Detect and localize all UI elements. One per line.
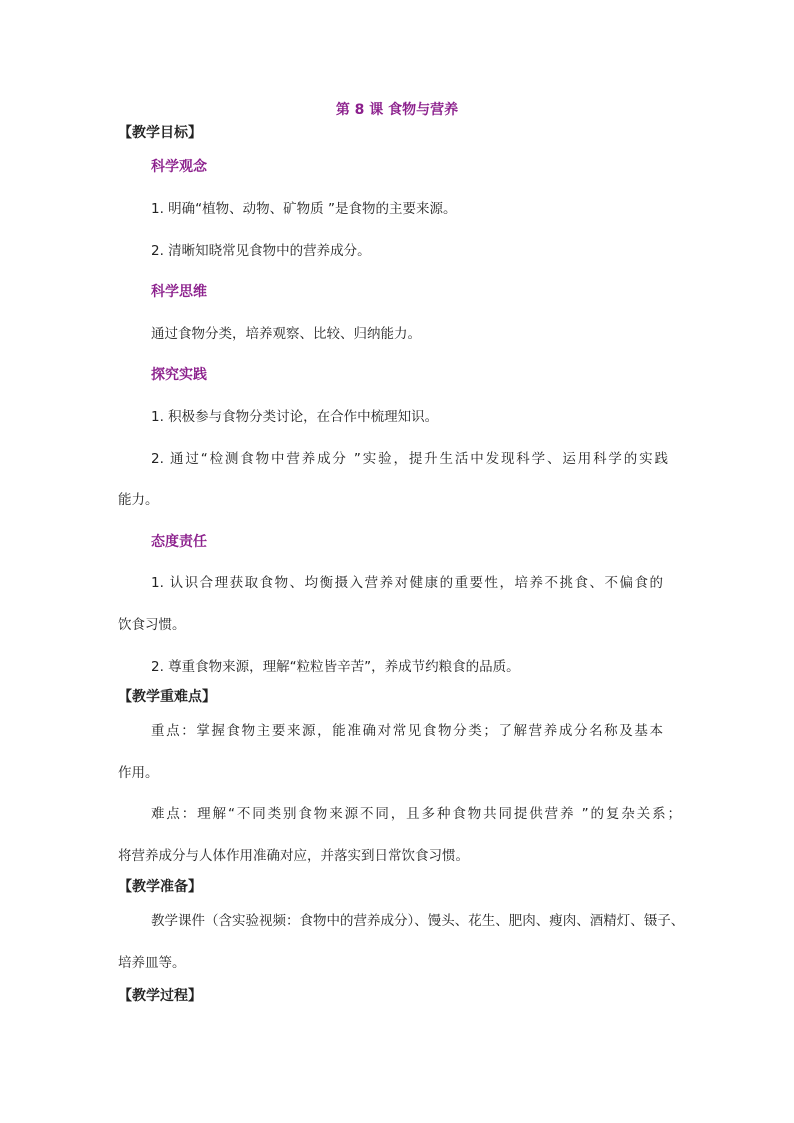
paragraph-key-point-line-1: 重点：掌握食物主要来源，能准确对常见食物分类；了解营养成分名称及基本 [151,723,663,739]
paragraph-key-point-line-2: 作用。 [118,765,159,781]
paragraph-preparation-line-2: 培养皿等。 [118,955,186,971]
paragraph-practice-2-line-1: 2. 通过“检测食物中营养成分 ”实验，提升生活中发现科学、运用科学的实践 [151,451,668,467]
section-heading-key-points: 【教学重难点】 [118,689,216,705]
paragraph-attitude-1-line-2: 饮食习惯。 [118,617,186,633]
subheading-science-concept: 科学观念 [151,159,207,175]
subheading-attitude-responsibility: 态度责任 [151,534,207,550]
subheading-science-thinking: 科学思维 [151,284,207,300]
paragraph-thinking-1: 通过食物分类，培养观察、比较、归纳能力。 [151,326,421,342]
subheading-inquiry-practice: 探究实践 [151,367,207,383]
lesson-title: 第 8 课 食物与营养 [335,102,459,118]
section-heading-objectives: 【教学目标】 [118,125,202,141]
paragraph-attitude-1-line-1: 1. 认识合理获取食物、均衡摄入营养对健康的重要性，培养不挑食、不偏食的 [151,575,663,591]
section-heading-process: 【教学过程】 [118,988,202,1004]
paragraph-practice-1: 1. 积极参与食物分类讨论，在合作中梳理知识。 [151,409,439,425]
paragraph-difficult-point-line-1: 难点：理解“不同类别食物来源不同，且多种食物共同提供营养 ”的复杂关系； [151,806,681,822]
paragraph-concept-2: 2. 清晰知晓常见食物中的营养成分。 [151,243,371,259]
paragraph-preparation-line-1: 教学课件（含实验视频：食物中的营养成分）、馒头、花生、肥肉、瘦肉、酒精灯、镊子、 [151,913,685,929]
paragraph-difficult-point-line-2: 将营养成分与人体作用准确对应，并落实到日常饮食习惯。 [118,848,469,864]
paragraph-attitude-2: 2. 尊重食物来源，理解“粒粒皆辛苦”，养成节约粮食的品质。 [151,659,520,675]
paragraph-practice-2-line-2: 能力。 [118,492,159,508]
section-heading-preparation: 【教学准备】 [118,879,202,895]
paragraph-concept-1: 1. 明确“植物、动物、矿物质 ”是食物的主要来源。 [151,201,457,217]
